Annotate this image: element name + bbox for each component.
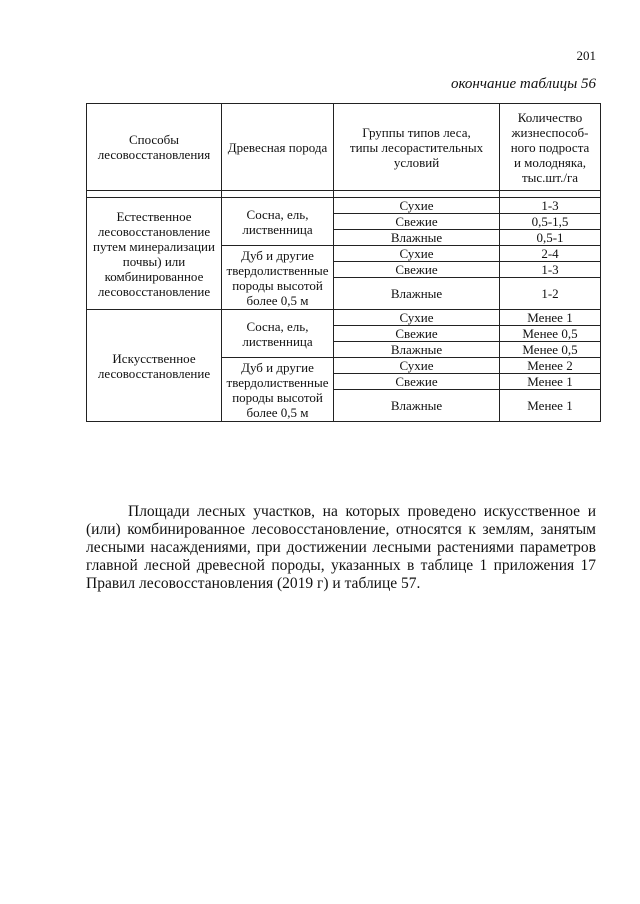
quantity-cell: 1-3 <box>500 262 601 278</box>
species-conifer: Сосна, ель, лиственница <box>222 310 334 358</box>
forest-group-cell: Влажные <box>334 342 500 358</box>
species-hardwood: Дуб и другие твердолиственные породы высотой более 0,5 м <box>222 358 334 422</box>
forest-group-cell: Влажные <box>334 230 500 246</box>
page-number: 201 <box>576 48 596 63</box>
quantity-cell: Менее 2 <box>500 358 601 374</box>
forest-group-cell: Свежие <box>334 374 500 390</box>
quantity-cell: 1-2 <box>500 278 601 310</box>
species-conifer: Сосна, ель, лиственница <box>222 198 334 246</box>
spacer-cell <box>500 191 601 198</box>
quantity-cell: Менее 0,5 <box>500 326 601 342</box>
forest-group-cell: Свежие <box>334 214 500 230</box>
table-header-row <box>87 104 601 191</box>
header-species: Древесная порода <box>222 104 334 191</box>
forest-group-cell: Свежие <box>334 262 500 278</box>
forest-group-cell: Свежие <box>334 326 500 342</box>
table-row <box>87 198 601 214</box>
quantity-cell: 0,5-1,5 <box>500 214 601 230</box>
method-natural: Естественное лесовосстановление путем минерализации почвы) или комбинированное лесовосстановление <box>87 198 222 310</box>
forest-group-cell: Сухие <box>334 310 500 326</box>
quantity-cell: Менее 1 <box>500 390 601 422</box>
reforestation-table <box>86 103 601 422</box>
header-method: Способы лесовосстановления <box>87 104 222 191</box>
spacer-cell <box>334 191 500 198</box>
forest-group-cell: Сухие <box>334 246 500 262</box>
quantity-cell: Менее 0,5 <box>500 342 601 358</box>
quantity-cell: Менее 1 <box>500 374 601 390</box>
table-row <box>87 310 601 326</box>
species-hardwood: Дуб и другие твердолиственные породы высотой более 0,5 м <box>222 246 334 310</box>
forest-group-cell: Сухие <box>334 198 500 214</box>
quantity-cell: 1-3 <box>500 198 601 214</box>
quantity-cell: Менее 1 <box>500 310 601 326</box>
forest-group-cell: Сухие <box>334 358 500 374</box>
spacer-cell <box>87 191 222 198</box>
body-paragraph: Площади лесных участков, на которых проведено искусственное и (или) комбинированное лесовосстановление, относятся к землям, занятым лесными насаждениями, при достижении лесными растениями параметров главной лесной древесной породы, указанных в таблице 1 приложения 17 Правил лесовосстановления (2019 г) и таблице 57. <box>86 502 596 592</box>
table-caption: окончание таблицы 56 <box>450 76 596 92</box>
forest-group-cell: Влажные <box>334 390 500 422</box>
quantity-cell: 2-4 <box>500 246 601 262</box>
header-forest-groups: Группы типов леса, типы лесорастительных условий <box>334 104 500 191</box>
method-artificial: Искусственное лесовосстановление <box>87 310 222 422</box>
table-spacer-row <box>87 191 601 198</box>
header-quantity: Количество жизнеспособ- ного подроста и молодняка, тыс.шт./га <box>500 104 601 191</box>
quantity-cell: 0,5-1 <box>500 230 601 246</box>
forest-group-cell: Влажные <box>334 278 500 310</box>
spacer-cell <box>222 191 334 198</box>
